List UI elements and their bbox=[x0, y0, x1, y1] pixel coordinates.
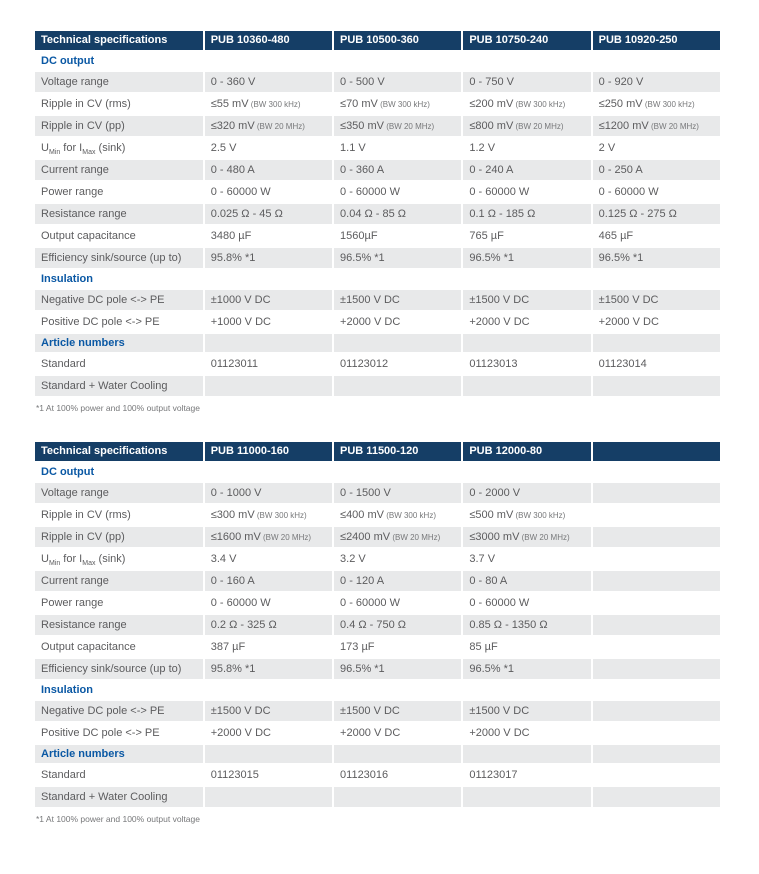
spec-value: ≤300 mV (BW 300 kHz) bbox=[205, 505, 332, 525]
spec-value bbox=[334, 745, 461, 763]
spec-value: 0.2 Ω - 325 Ω bbox=[205, 615, 332, 635]
bandwidth-note: (BW 20 MHz) bbox=[648, 122, 699, 131]
spec-value: 0 - 80 A bbox=[463, 571, 590, 591]
spec-value bbox=[205, 681, 332, 699]
spec-value: 96.5% *1 bbox=[463, 659, 590, 679]
spec-value: ≤1600 mV (BW 20 MHz) bbox=[205, 527, 332, 547]
spec-row bbox=[35, 637, 720, 657]
spec-value: 0 - 360 A bbox=[334, 160, 461, 180]
spec-value bbox=[205, 52, 332, 70]
spec-value bbox=[593, 659, 720, 679]
spec-value bbox=[463, 787, 590, 807]
spec-value: ±1500 V DC bbox=[463, 290, 590, 310]
table-header-row bbox=[35, 442, 720, 461]
footnote-2: *1 At 100% power and 100% output voltage bbox=[36, 814, 200, 824]
spec-value: ≤400 mV (BW 300 kHz) bbox=[334, 505, 461, 525]
spec-value bbox=[463, 334, 590, 352]
spec-value: ±1500 V DC bbox=[205, 701, 332, 721]
spec-value: ≤200 mV (BW 300 kHz) bbox=[463, 94, 590, 114]
spec-value: 96.5% *1 bbox=[334, 248, 461, 268]
bandwidth-note: (BW 300 kHz) bbox=[377, 100, 430, 109]
spec-value: 01123013 bbox=[463, 354, 590, 374]
spec-value bbox=[205, 376, 332, 396]
spec-value bbox=[205, 334, 332, 352]
bandwidth-note: (BW 20 MHz) bbox=[513, 122, 564, 131]
section-row bbox=[35, 681, 720, 699]
spec-value: ≤3000 mV (BW 20 MHz) bbox=[463, 527, 590, 547]
spec-label: Ripple in CV (pp) bbox=[35, 527, 203, 547]
spec-value bbox=[593, 334, 720, 352]
spec-value: 0.125 Ω - 275 Ω bbox=[593, 204, 720, 224]
spec-label: Positive DC pole <-> PE bbox=[35, 723, 203, 743]
spec-value: 01123014 bbox=[593, 354, 720, 374]
spec-row bbox=[35, 182, 720, 202]
spec-value bbox=[334, 376, 461, 396]
spec-value bbox=[205, 463, 332, 481]
spec-value: 0 - 60000 W bbox=[593, 182, 720, 202]
spec-row bbox=[35, 483, 720, 503]
spec-value bbox=[593, 681, 720, 699]
table-title: Technical specifications bbox=[35, 442, 203, 461]
spec-row bbox=[35, 160, 720, 180]
section-header: Article numbers bbox=[35, 745, 203, 763]
bandwidth-note: (BW 20 MHz) bbox=[254, 122, 305, 131]
spec-label: Standard bbox=[35, 354, 203, 374]
spec-label: Negative DC pole <-> PE bbox=[35, 701, 203, 721]
model-column-header: PUB 12000-80 bbox=[463, 442, 590, 461]
bandwidth-note: (BW 300 kHz) bbox=[383, 511, 436, 520]
spec-value bbox=[334, 270, 461, 288]
spec-value: 0.04 Ω - 85 Ω bbox=[334, 204, 461, 224]
spec-value bbox=[593, 637, 720, 657]
spec-value: 01123017 bbox=[463, 765, 590, 785]
spec-value bbox=[593, 376, 720, 396]
spec-value: 0 - 480 A bbox=[205, 160, 332, 180]
bandwidth-note: (BW 300 kHz) bbox=[642, 100, 695, 109]
spec-label: Efficiency sink/source (up to) bbox=[35, 659, 203, 679]
spec-value bbox=[593, 463, 720, 481]
spec-value: 01123011 bbox=[205, 354, 332, 374]
spec-value: ±1500 V DC bbox=[463, 701, 590, 721]
spec-row bbox=[35, 701, 720, 721]
spec-value bbox=[205, 270, 332, 288]
spec-value bbox=[463, 745, 590, 763]
spec-value: 0.4 Ω - 750 Ω bbox=[334, 615, 461, 635]
section-header: Article numbers bbox=[35, 334, 203, 352]
spec-row bbox=[35, 116, 720, 136]
spec-row bbox=[35, 94, 720, 114]
spec-value: 96.5% *1 bbox=[593, 248, 720, 268]
model-column-header: PUB 11000-160 bbox=[205, 442, 332, 461]
section-header: DC output bbox=[35, 463, 203, 481]
spec-label: Power range bbox=[35, 593, 203, 613]
spec-value: 2 V bbox=[593, 138, 720, 158]
spec-value: 96.5% *1 bbox=[334, 659, 461, 679]
spec-value: ±1000 V DC bbox=[205, 290, 332, 310]
bandwidth-note: (BW 20 MHz) bbox=[519, 533, 570, 542]
spec-value: +2000 V DC bbox=[463, 312, 590, 332]
spec-label: Power range bbox=[35, 182, 203, 202]
model-column-header: PUB 10920-250 bbox=[593, 31, 720, 50]
spec-row bbox=[35, 723, 720, 743]
bandwidth-note: (BW 300 kHz) bbox=[513, 100, 566, 109]
spec-value: 0 - 500 V bbox=[334, 72, 461, 92]
spec-value: 0 - 1500 V bbox=[334, 483, 461, 503]
model-column-header: PUB 10750-240 bbox=[463, 31, 590, 50]
spec-label: Standard bbox=[35, 765, 203, 785]
spec-table bbox=[33, 29, 722, 398]
spec-label: Positive DC pole <-> PE bbox=[35, 312, 203, 332]
spec-value bbox=[334, 463, 461, 481]
spec-label: Ripple in CV (rms) bbox=[35, 94, 203, 114]
spec-value bbox=[593, 701, 720, 721]
spec-value: 3.4 V bbox=[205, 549, 332, 569]
spec-value: 0 - 120 A bbox=[334, 571, 461, 591]
spec-value: 3.7 V bbox=[463, 549, 590, 569]
spec-row bbox=[35, 204, 720, 224]
bandwidth-note: (BW 300 kHz) bbox=[254, 511, 307, 520]
spec-value bbox=[463, 681, 590, 699]
spec-table-section-2 bbox=[35, 440, 723, 809]
spec-row bbox=[35, 787, 720, 807]
spec-value bbox=[463, 270, 590, 288]
spec-value bbox=[593, 52, 720, 70]
spec-value: 85 µF bbox=[463, 637, 590, 657]
spec-value: 96.5% *1 bbox=[463, 248, 590, 268]
section-header: Insulation bbox=[35, 270, 203, 288]
spec-value: 0 - 920 V bbox=[593, 72, 720, 92]
spec-value bbox=[334, 681, 461, 699]
section-row bbox=[35, 334, 720, 352]
spec-value: 2.5 V bbox=[205, 138, 332, 158]
spec-value bbox=[593, 527, 720, 547]
spec-value: 0 - 60000 W bbox=[334, 593, 461, 613]
bandwidth-note: (BW 20 MHz) bbox=[390, 533, 441, 542]
spec-label: Ripple in CV (rms) bbox=[35, 505, 203, 525]
section-row bbox=[35, 463, 720, 481]
spec-value: ≤2400 mV (BW 20 MHz) bbox=[334, 527, 461, 547]
table-title: Technical specifications bbox=[35, 31, 203, 50]
spec-value bbox=[593, 745, 720, 763]
spec-value: 3.2 V bbox=[334, 549, 461, 569]
table-header-row bbox=[35, 31, 720, 50]
spec-value bbox=[593, 765, 720, 785]
section-row bbox=[35, 270, 720, 288]
bandwidth-note: (BW 300 kHz) bbox=[513, 511, 566, 520]
spec-value: 1560µF bbox=[334, 226, 461, 246]
spec-value: 0 - 750 V bbox=[463, 72, 590, 92]
spec-value: ≤350 mV (BW 20 MHz) bbox=[334, 116, 461, 136]
spec-value bbox=[334, 52, 461, 70]
spec-row bbox=[35, 138, 720, 158]
spec-value: 0 - 60000 W bbox=[205, 593, 332, 613]
spec-value bbox=[334, 334, 461, 352]
bandwidth-note: (BW 20 MHz) bbox=[383, 122, 435, 131]
spec-label: Efficiency sink/source (up to) bbox=[35, 248, 203, 268]
spec-value: 173 µF bbox=[334, 637, 461, 657]
spec-value: ≤1200 mV (BW 20 MHz) bbox=[593, 116, 720, 136]
spec-value: ≤55 mV (BW 300 kHz) bbox=[205, 94, 332, 114]
model-column-header: PUB 10360-480 bbox=[205, 31, 332, 50]
spec-row bbox=[35, 527, 720, 547]
spec-row bbox=[35, 505, 720, 525]
spec-value: 0 - 160 A bbox=[205, 571, 332, 591]
spec-value bbox=[593, 615, 720, 635]
spec-value: +2000 V DC bbox=[205, 723, 332, 743]
model-column-header bbox=[593, 442, 720, 461]
spec-label: Resistance range bbox=[35, 615, 203, 635]
spec-label: Voltage range bbox=[35, 72, 203, 92]
spec-value: 3480 µF bbox=[205, 226, 332, 246]
spec-value: 765 µF bbox=[463, 226, 590, 246]
spec-value bbox=[593, 505, 720, 525]
spec-value: 1.1 V bbox=[334, 138, 461, 158]
bandwidth-note: (BW 300 kHz) bbox=[248, 100, 301, 109]
spec-value bbox=[463, 463, 590, 481]
spec-value bbox=[593, 549, 720, 569]
spec-value bbox=[334, 787, 461, 807]
section-header: DC output bbox=[35, 52, 203, 70]
spec-value: 0 - 360 V bbox=[205, 72, 332, 92]
section-header: Insulation bbox=[35, 681, 203, 699]
spec-value: 0 - 240 A bbox=[463, 160, 590, 180]
spec-value: 0 - 60000 W bbox=[334, 182, 461, 202]
spec-value: 0 - 250 A bbox=[593, 160, 720, 180]
spec-value: 0 - 2000 V bbox=[463, 483, 590, 503]
spec-row bbox=[35, 376, 720, 396]
spec-value: 95.8% *1 bbox=[205, 659, 332, 679]
spec-value: ≤70 mV (BW 300 kHz) bbox=[334, 94, 461, 114]
spec-value: +2000 V DC bbox=[334, 312, 461, 332]
spec-value: 465 µF bbox=[593, 226, 720, 246]
spec-value: 0 - 60000 W bbox=[205, 182, 332, 202]
spec-value bbox=[593, 787, 720, 807]
spec-value: ±1500 V DC bbox=[334, 290, 461, 310]
spec-value: 01123015 bbox=[205, 765, 332, 785]
spec-value: 0 - 60000 W bbox=[463, 593, 590, 613]
spec-label: Voltage range bbox=[35, 483, 203, 503]
spec-value: 0.85 Ω - 1350 Ω bbox=[463, 615, 590, 635]
spec-value bbox=[593, 483, 720, 503]
spec-value: +2000 V DC bbox=[593, 312, 720, 332]
spec-row bbox=[35, 312, 720, 332]
spec-row bbox=[35, 593, 720, 613]
spec-label: Output capacitance bbox=[35, 226, 203, 246]
spec-value: ±1500 V DC bbox=[334, 701, 461, 721]
spec-value bbox=[463, 52, 590, 70]
spec-row bbox=[35, 549, 720, 569]
model-column-header: PUB 11500-120 bbox=[334, 442, 461, 461]
spec-label: Current range bbox=[35, 160, 203, 180]
spec-row bbox=[35, 765, 720, 785]
spec-row bbox=[35, 659, 720, 679]
spec-value: 387 µF bbox=[205, 637, 332, 657]
spec-value: 01123016 bbox=[334, 765, 461, 785]
spec-value: 0.025 Ω - 45 Ω bbox=[205, 204, 332, 224]
spec-table-section-1 bbox=[35, 29, 723, 398]
spec-value: 1.2 V bbox=[463, 138, 590, 158]
model-column-header: PUB 10500-360 bbox=[334, 31, 461, 50]
spec-value: +1000 V DC bbox=[205, 312, 332, 332]
spec-value bbox=[463, 376, 590, 396]
spec-value: +2000 V DC bbox=[334, 723, 461, 743]
spec-label: Standard + Water Cooling bbox=[35, 787, 203, 807]
spec-value: ±1500 V DC bbox=[593, 290, 720, 310]
spec-value: ≤320 mV (BW 20 MHz) bbox=[205, 116, 332, 136]
spec-row bbox=[35, 354, 720, 374]
bandwidth-note: (BW 20 MHz) bbox=[260, 533, 312, 542]
spec-value: 0 - 60000 W bbox=[463, 182, 590, 202]
section-row bbox=[35, 745, 720, 763]
spec-value bbox=[205, 745, 332, 763]
section-row bbox=[35, 52, 720, 70]
footnote-1: *1 At 100% power and 100% output voltage bbox=[36, 403, 200, 413]
spec-value: 0.1 Ω - 185 Ω bbox=[463, 204, 590, 224]
spec-row bbox=[35, 226, 720, 246]
spec-value: +2000 V DC bbox=[463, 723, 590, 743]
spec-value: ≤500 mV (BW 300 kHz) bbox=[463, 505, 590, 525]
spec-row bbox=[35, 571, 720, 591]
spec-value: 01123012 bbox=[334, 354, 461, 374]
spec-row bbox=[35, 615, 720, 635]
spec-value: 0 - 1000 V bbox=[205, 483, 332, 503]
spec-label: Standard + Water Cooling bbox=[35, 376, 203, 396]
spec-value: 95.8% *1 bbox=[205, 248, 332, 268]
spec-table bbox=[33, 440, 722, 809]
spec-label: $U_{Min}$ for $I_{Max}$ (sink) bbox=[35, 549, 203, 569]
spec-value bbox=[593, 723, 720, 743]
spec-value: ≤800 mV (BW 20 MHz) bbox=[463, 116, 590, 136]
spec-label: Output capacitance bbox=[35, 637, 203, 657]
spec-value bbox=[593, 593, 720, 613]
spec-row bbox=[35, 72, 720, 92]
spec-label: $U_{Min}$ for $I_{Max}$ (sink) bbox=[35, 138, 203, 158]
spec-value: ≤250 mV (BW 300 kHz) bbox=[593, 94, 720, 114]
spec-label: Ripple in CV (pp) bbox=[35, 116, 203, 136]
spec-label: Resistance range bbox=[35, 204, 203, 224]
spec-value bbox=[205, 787, 332, 807]
spec-value bbox=[593, 270, 720, 288]
spec-label: Negative DC pole <-> PE bbox=[35, 290, 203, 310]
spec-row bbox=[35, 248, 720, 268]
spec-label: Current range bbox=[35, 571, 203, 591]
spec-value bbox=[593, 571, 720, 591]
spec-row bbox=[35, 290, 720, 310]
